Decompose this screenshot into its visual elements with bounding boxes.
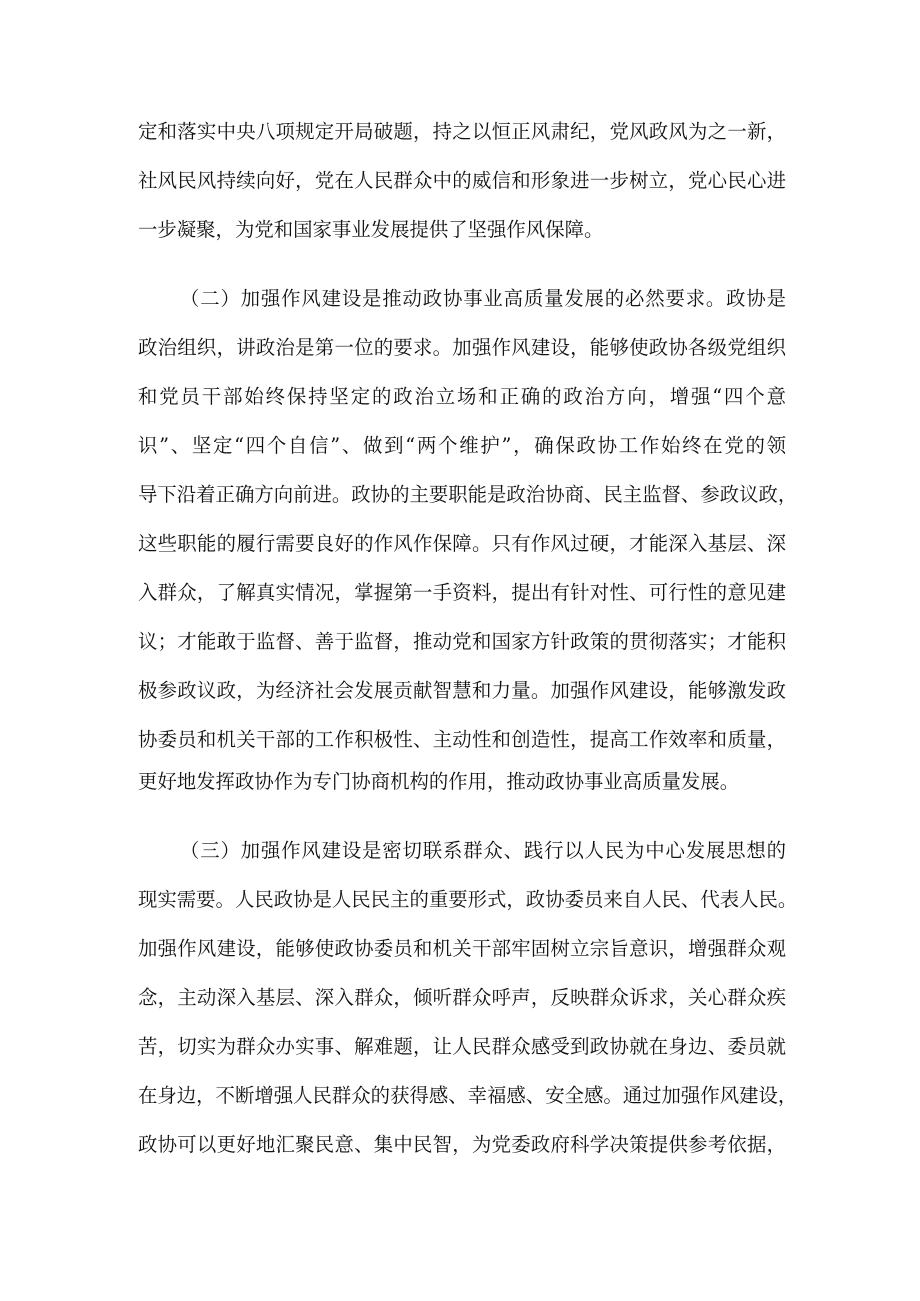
paragraph-2-line-5: 导下沿着正确方向前进。政协的主要职能是政治协商、民主监督、参政议政， <box>138 483 798 506</box>
paragraph-2-line-6: 这些职能的履行需要良好的作风作保障。只有作风过硬，才能深入基层、深 <box>138 532 786 555</box>
paragraph-3-line-5: 苦，切实为群众办实事、解难题，让人民群众感受到政协就在身边、委员就 <box>138 1035 786 1058</box>
paragraph-2-line-7: 入群众，了解真实情况，掌握第一手资料，提出有针对性、可行性的意见建 <box>138 581 786 604</box>
paragraph-2-line-11: 更好地发挥政协作为专门协商机构的作用，推动政协事业高质量发展。 <box>138 770 740 793</box>
paragraph-2-line-10: 协委员和机关干部的工作积极性、主动性和创造性，提高工作效率和质量， <box>138 728 786 751</box>
paragraph-1-line-3: 一步凝聚，为党和国家事业发展提供了坚强作风保障。 <box>138 218 604 241</box>
paragraph-2-line-2: 政治组织，讲政治是第一位的要求。加强作风建设，能够使政协各级党组织 <box>138 336 786 359</box>
paragraph-2-line-8: 议；才能敢于监督、善于监督，推动党和国家方针政策的贯彻落实；才能积 <box>138 630 786 653</box>
paragraph-2-line-4: 识”、坚定“四个自信”、做到“两个维护”，确保政协工作始终在党的领 <box>138 434 786 457</box>
paragraph-1-line-2: 社风民风持续向好，党在人民群众中的威信和形象进一步树立，党心民心进 <box>138 169 786 192</box>
paragraph-3-line-1: （三）加强作风建设是密切联系群众、践行以人民为中心发展思想的 <box>180 839 786 862</box>
paragraph-3-line-7: 政协可以更好地汇聚民意、集中民智，为党委政府科学决策提供参考依据， <box>138 1133 786 1156</box>
paragraph-2-line-3: 和党员干部始终保持坚定的政治立场和正确的政治方向，增强“四个意 <box>138 385 786 408</box>
paragraph-3-line-3: 加强作风建设，能够使政协委员和机关干部牢固树立宗旨意识，增强群众观 <box>138 937 786 960</box>
paragraph-3-line-4: 念，主动深入基层、深入群众，倾听群众呼声，反映群众诉求，关心群众疾 <box>138 986 786 1009</box>
paragraph-1-line-1: 定和落实中央八项规定开局破题，持之以恒正风肃纪，党风政风为之一新， <box>138 120 786 143</box>
paragraph-3-line-6: 在身边，不断增强人民群众的获得感、幸福感、安全感。通过加强作风建设， <box>138 1084 798 1107</box>
paragraph-3-line-2: 现实需要。人民政协是人民民主的重要形式，政协委员来自人民、代表人民。 <box>138 888 798 911</box>
paragraph-2-line-1: （二）加强作风建设是推动政协事业高质量发展的必然要求。政协是 <box>180 287 786 310</box>
paragraph-2-line-9: 极参政议政，为经济社会发展贡献智慧和力量。加强作风建设，能够激发政 <box>138 679 786 702</box>
